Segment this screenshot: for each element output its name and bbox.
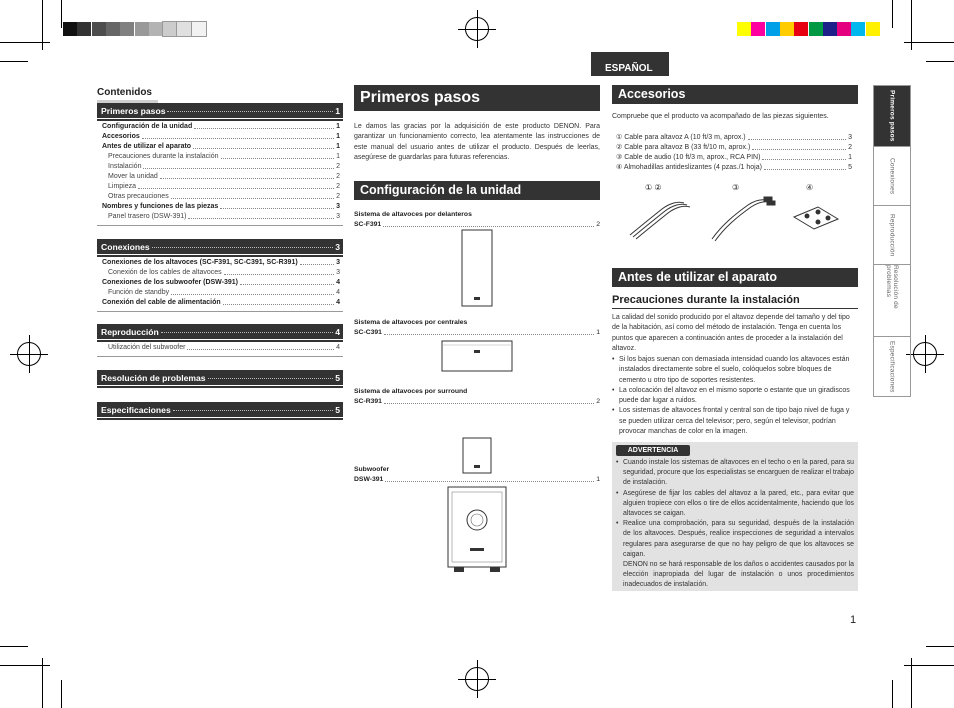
crop-mark: [926, 646, 954, 647]
toc-leader: [193, 148, 334, 149]
audio-cable-image: [712, 197, 775, 241]
toc-section-page: 3: [335, 241, 340, 252]
accessory-illustrations: [622, 195, 858, 245]
accesorio-leader: [752, 149, 846, 150]
toc-item-page: 2: [336, 163, 340, 170]
process-swatch: [866, 22, 880, 36]
crop-mark: [926, 61, 954, 62]
toc-item-label: Accesorios: [102, 133, 140, 140]
process-swatch: [809, 22, 823, 36]
toc-leader: [208, 373, 334, 379]
process-swatch: [823, 22, 837, 36]
toc-leader: [143, 168, 334, 169]
toc-item[interactable]: [102, 258, 340, 268]
gray-swatch: [92, 22, 106, 36]
toc-item-label: Precauciones durante la instalación: [108, 153, 219, 160]
toc-item-page: 3: [336, 269, 340, 276]
accesorio-item: [616, 163, 852, 173]
toc-item[interactable]: [108, 288, 340, 298]
toc-leader: [300, 264, 334, 265]
toc-item[interactable]: [108, 212, 340, 222]
accesorio-qty: 1: [848, 154, 852, 161]
gray-swatch: [63, 22, 77, 36]
toc-item-page: 2: [336, 193, 340, 200]
toc-leader: [221, 158, 335, 159]
toc-section-0[interactable]: [97, 103, 343, 118]
page-title: Primeros pasos: [354, 85, 600, 111]
pads-image: [794, 207, 838, 229]
side-tab-3[interactable]: [873, 265, 911, 337]
precaucion-bullet: • La colocación del altavoz en el mismo soporte o estante que un giradiscos puede dar lugar a ruidos.: [612, 386, 858, 407]
process-swatch: [751, 22, 765, 36]
gray-swatch: [120, 22, 134, 36]
side-tab-1[interactable]: [873, 147, 911, 206]
toc-leader: [161, 327, 333, 333]
subwoofer-image: [448, 487, 506, 572]
toc-item-label: Conexiones de los subwoofer (DSW-391): [102, 279, 238, 286]
toc-item[interactable]: [108, 268, 340, 278]
precaucion-bullet: • Los sistemas de altavoces frontal y central son de tipo bajo nivel de fuga y se pueden utilizar cerca del televisor; pero, según el televisor, podrían provocar manchas de color en la imagen.: [612, 406, 858, 437]
warning-tail: DENON no se hará responsable de los daños o accidentes causados por la elección inapropiada del lugar de instalación o unos procedimientos inadecuados de instalación.: [623, 561, 854, 589]
warning-bullet: • Asegúrese de fijar los cables del altavoz a la pared, etc., para evitar que alguien tropiece con ellos o tire de ellos accidentalmente, haciendo que los altavoces se caigan.: [616, 489, 854, 520]
language-tab: ESPAÑOL: [591, 52, 669, 76]
gray-swatch: [192, 22, 206, 36]
process-swatch: [837, 22, 851, 36]
accesorio-item: [616, 133, 852, 143]
precaucion-bullet: • Si los bajos suenan con demasiada intensidad cuando los altavoces están instalados directamente sobre el suelo, colóquelos sobre bloques de cemento u otro tipo de soportes resistentes.: [612, 355, 858, 386]
toc-leader: [160, 178, 334, 179]
toc-leader: [171, 198, 334, 199]
crop-mark: [911, 658, 912, 708]
toc-section-page: 1: [335, 105, 340, 116]
page-number: 1: [850, 614, 857, 626]
accesorio-leader: [748, 139, 846, 140]
accesorio-label: ④ Almohadillas antideslizantes (4 pzas./1 hoja): [616, 164, 762, 171]
crop-mark: [0, 646, 28, 647]
crop-mark: [42, 658, 43, 708]
toc-item-page: 3: [336, 203, 340, 210]
toc-item-label: Conexiones de los altavoces (SC-F391, SC-C391, SC-R391): [102, 259, 298, 266]
crop-mark: [61, 680, 62, 708]
toc-item-label: Instalación: [108, 163, 142, 170]
toc-divider: [97, 386, 343, 388]
antes-heading: Antes de utilizar el aparato: [612, 268, 858, 287]
toc-section-label: Reproducción: [101, 326, 159, 337]
toc-leader: [138, 188, 334, 189]
accesorio-qty: 5: [848, 164, 852, 171]
gray-swatch: [135, 22, 149, 36]
speaker-qty: 1: [596, 328, 600, 336]
fig-label-3: ③: [732, 183, 740, 192]
accesorio-label: ③ Cable de audio (10 ft/3 m, aprox., RCA PIN): [616, 154, 761, 161]
toc-item-page: 3: [336, 213, 340, 220]
warning-bullet: • Realice una comprobación, para su seguridad, después de la instalación de los altavoces. Después, realice inspecciones de seguridad a intervalos regulares para asegurarse de que no hay peligro de que los altavoces se caigan.: [616, 519, 854, 560]
toc-section-label: Especificaciones: [101, 404, 171, 415]
process-swatch: [766, 22, 780, 36]
gray-swatch: [106, 22, 120, 36]
toc-leader: [188, 218, 334, 219]
accesorio-leader: [764, 169, 846, 170]
toc-leader: [171, 294, 334, 295]
toc-divider: [97, 311, 343, 312]
toc-item[interactable]: [102, 122, 340, 132]
toc-leader: [173, 405, 333, 411]
accesorio-qty: 3: [848, 134, 852, 141]
precauciones-paragraph: La calidad del sonido producido por el altavoz depende del tamaño y del tipo de la habitación, así como del método de instalación. Tenga en cuenta los puntos que aparecen a continuación antes de proceder a la instalación del altavoz.: [612, 314, 850, 352]
toc-section-1[interactable]: [97, 239, 343, 254]
toc-section-label: Conexiones: [101, 241, 150, 252]
side-tab-label: Conexiones: [888, 157, 896, 195]
speaker-qty: 2: [596, 220, 600, 228]
registration-mark: [465, 17, 489, 41]
toc-item-label: Otras precauciones: [108, 193, 169, 200]
side-tab-4[interactable]: [873, 337, 911, 397]
toc-item-page: 4: [336, 279, 340, 286]
sub-divider: [612, 308, 858, 309]
toc-section-label: Primeros pasos: [101, 105, 166, 116]
toc-section-3[interactable]: [97, 370, 343, 385]
toc-title-wrap: [97, 82, 158, 104]
side-tab-label: Reproducción: [888, 213, 896, 257]
crop-mark: [0, 61, 28, 62]
gray-swatch: [149, 22, 163, 36]
toc-item[interactable]: [108, 162, 340, 172]
center-speaker-image: [442, 341, 512, 371]
toc-item[interactable]: [108, 192, 340, 202]
speaker-desc: Sistema de altavoces por surround: [354, 388, 468, 395]
speaker-cable-image: [630, 202, 690, 239]
precauciones-bullets: [612, 355, 858, 437]
toc-leader: [187, 349, 334, 350]
process-swatch: [780, 22, 794, 36]
toc-leader: [223, 304, 334, 305]
speaker-desc: Sistema de altavoces por delanteros: [354, 211, 472, 218]
toc-item-label: Nombres y funciones de las piezas: [102, 203, 219, 210]
toc-section-page: 4: [335, 326, 340, 337]
speaker-model: SC-F391: [354, 220, 382, 228]
config-heading: Configuración de la unidad: [354, 181, 600, 200]
process-swatch: [794, 22, 808, 36]
toc-title: Contenidos: [97, 87, 158, 104]
registration-mark: [17, 342, 41, 366]
crop-mark: [42, 0, 43, 50]
speaker-model: SC-R391: [354, 397, 382, 405]
toc-leader: [194, 128, 334, 129]
accesorio-item: [616, 143, 852, 153]
speaker-qty: 2: [596, 397, 600, 405]
toc-item-label: Conexión de los cables de altavoces: [108, 269, 222, 276]
toc-divider: [97, 356, 343, 357]
toc-item-page: 1: [336, 123, 340, 130]
toc-item[interactable]: [102, 278, 340, 288]
toc-item-page: 3: [336, 259, 340, 266]
toc-item-page: 1: [336, 133, 340, 140]
speaker-model: SC-C391: [354, 328, 382, 336]
toc-leader: [142, 138, 334, 139]
toc-item-label: Panel trasero (DSW-391): [108, 213, 187, 220]
toc-item[interactable]: [102, 142, 340, 152]
precauciones-heading: Precauciones durante la instalación: [612, 294, 800, 306]
accesorios-heading: Accesorios: [612, 85, 858, 104]
toc-leader: [224, 274, 334, 275]
speaker-qty: 1: [596, 475, 600, 483]
toc-item[interactable]: [108, 182, 340, 192]
toc-item-page: 4: [336, 289, 340, 296]
toc-divider: [97, 255, 343, 257]
process-swatch: [737, 22, 751, 36]
side-tab-label: Resolución de problemas: [885, 265, 899, 309]
toc-item-label: Antes de utilizar el aparato: [102, 143, 192, 150]
toc-item[interactable]: [102, 298, 340, 308]
process-swatch: [851, 22, 865, 36]
toc-item-page: 4: [336, 344, 340, 351]
warning-badge: ADVERTENCIA: [616, 445, 690, 456]
toc-item[interactable]: [108, 343, 340, 353]
warning-bullet: • Cuando instale los sistemas de altavoces en el techo o en la pared, para su seguridad, procure que los especialistas se encarguen de realizar el trabajo de instalación.: [616, 458, 854, 489]
toc-item[interactable]: [108, 172, 340, 182]
warning-list: [616, 458, 854, 591]
surround-speaker-image: [463, 438, 491, 473]
toc-leader: [167, 106, 333, 112]
toc-section-4[interactable]: [97, 402, 343, 417]
toc-divider: [97, 119, 343, 121]
registration-mark: [913, 342, 937, 366]
speaker-desc: Sistema de altavoces por centrales: [354, 319, 468, 326]
speaker-illustrations: [354, 225, 600, 585]
toc-divider: [97, 418, 343, 420]
front-speaker-image: [462, 230, 492, 306]
toc-item[interactable]: [102, 132, 340, 142]
toc-item-page: 4: [336, 299, 340, 306]
toc-item[interactable]: [108, 152, 340, 162]
toc-section-page: 5: [335, 404, 340, 415]
side-tab-2[interactable]: [873, 206, 911, 265]
accesorio-label: ① Cable para altavoz A (10 ft/3 m, aprox.): [616, 134, 746, 141]
crop-mark: [892, 680, 893, 708]
toc-divider: [97, 340, 343, 342]
accesorio-leader: [762, 159, 846, 160]
toc-section-2[interactable]: [97, 324, 343, 339]
intro-paragraph: Le damos las gracias por la adquisición de este producto DENON. Para garantizar un funcionamiento correcto, lea atentamente las instrucciones de este manual del usuario antes de utilizar el producto. Después de leerlas, asegúrese de guardarlas para futuras referencias.: [354, 123, 600, 161]
gray-swatch: [177, 22, 191, 36]
side-tab-label: Primeros pasos: [888, 90, 896, 142]
speaker-model: DSW-391: [354, 475, 384, 483]
fig-label-12: ① ②: [645, 183, 662, 192]
accesorio-item: [616, 153, 852, 163]
toc-item-page: 2: [336, 173, 340, 180]
toc-section-page: 5: [335, 372, 340, 383]
toc-item-page: 1: [336, 143, 340, 150]
registration-mark: [465, 667, 489, 691]
toc-item-label: Configuración de la unidad: [102, 123, 193, 130]
accesorio-label: ② Cable para altavoz B (33 ft/10 m, aprox.): [616, 144, 751, 151]
crop-mark: [61, 0, 62, 28]
toc-item-label: Limpieza: [108, 183, 137, 190]
accesorios-intro: Compruebe que el producto va acompañado de las piezas siguientes.: [612, 113, 829, 120]
speaker-desc: Subwoofer: [354, 466, 390, 473]
toc-item[interactable]: [102, 202, 340, 212]
toc-item-label: Mover la unidad: [108, 173, 158, 180]
toc-item-page: 2: [336, 183, 340, 190]
toc-item-label: Función de standby: [108, 289, 170, 296]
toc-item-label: Conexión del cable de alimentación: [102, 299, 221, 306]
toc-item-label: Utilización del subwoofer: [108, 344, 186, 351]
crop-mark: [911, 0, 912, 50]
accesorio-qty: 2: [848, 144, 852, 151]
toc-item-page: 1: [336, 153, 340, 160]
toc-divider: [97, 225, 343, 226]
side-tab-0[interactable]: [873, 85, 911, 147]
toc-leader: [220, 208, 334, 209]
toc-leader: [240, 284, 334, 285]
crop-mark: [892, 0, 893, 28]
side-tab-label: Especificaciones: [888, 340, 896, 393]
toc-leader: [152, 242, 334, 248]
gray-swatch: [163, 22, 177, 36]
toc-section-label: Resolución de problemas: [101, 372, 206, 383]
fig-label-4: ④: [806, 183, 814, 192]
gray-swatch: [77, 22, 91, 36]
